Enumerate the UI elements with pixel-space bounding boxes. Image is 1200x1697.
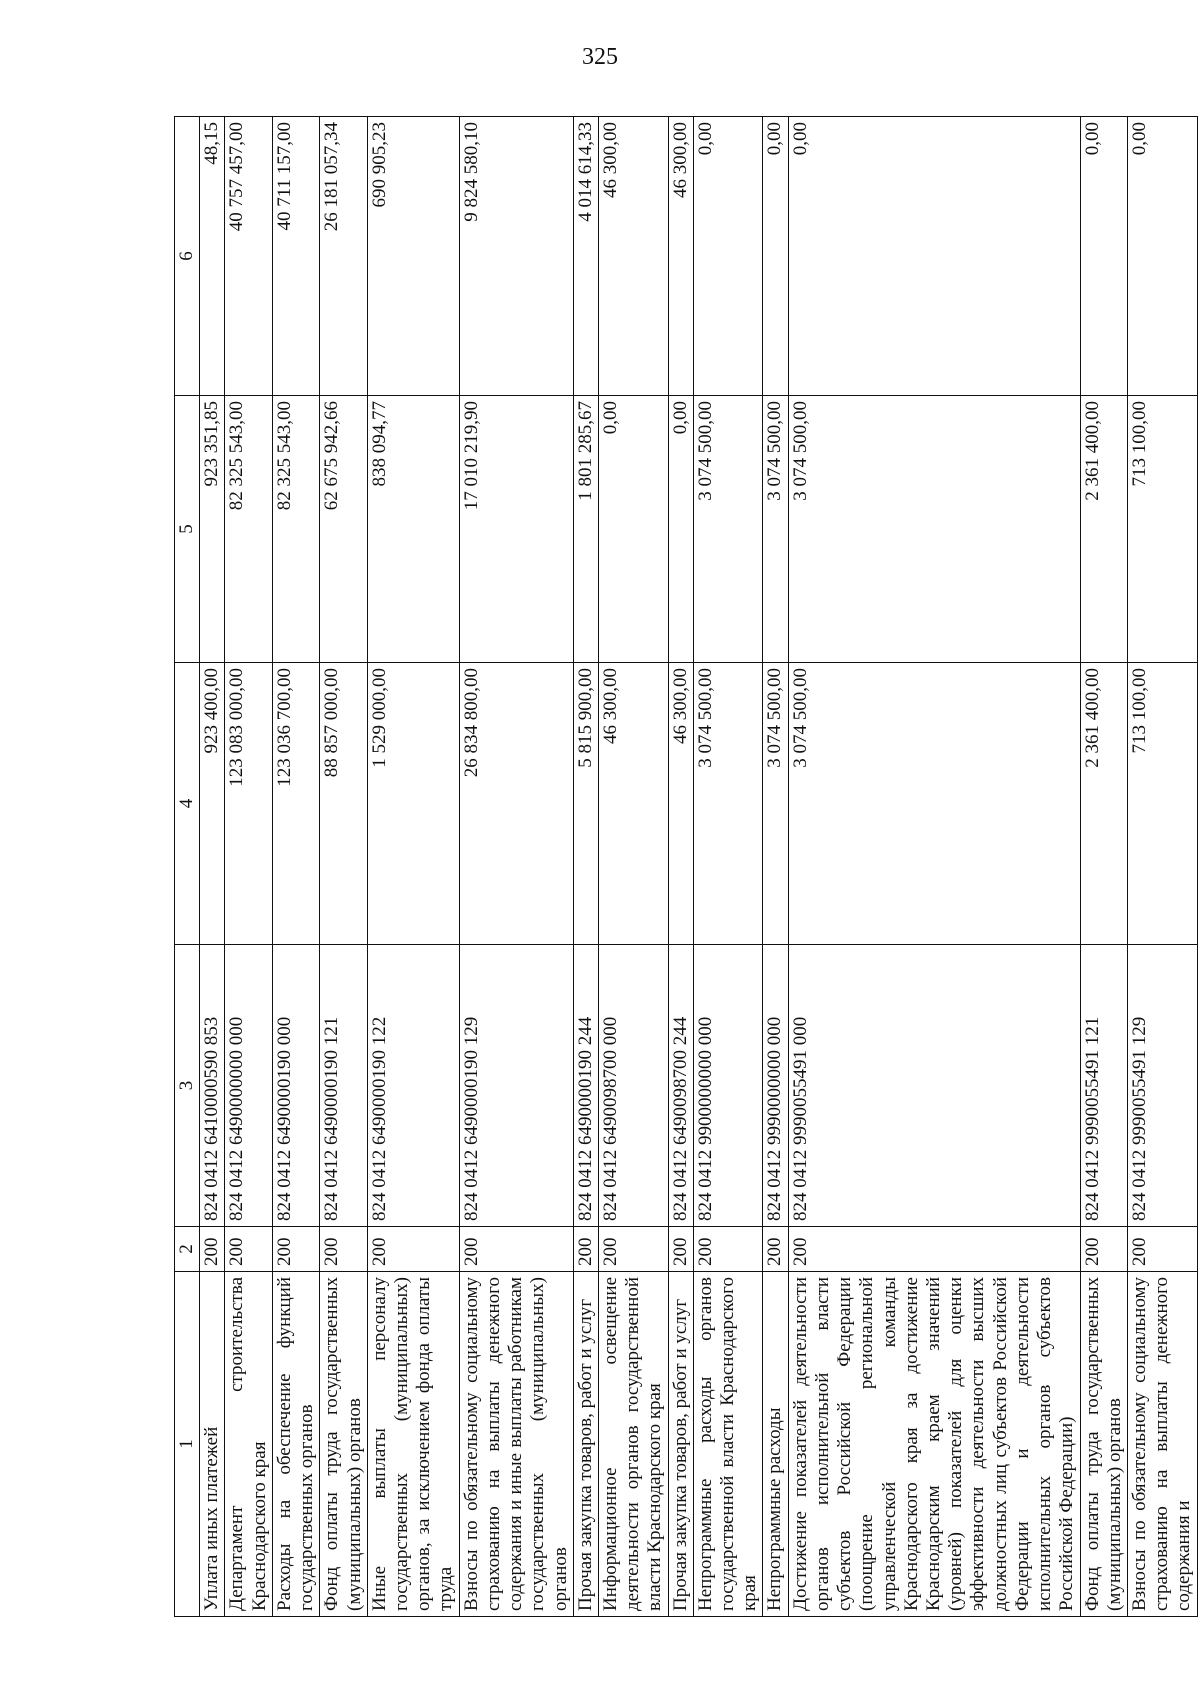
row-plan-cell: 713 100,00 bbox=[1127, 663, 1197, 945]
table-row bbox=[763, 117, 788, 1617]
row-name-cell: Взносы по обязательному социальному страхованию на выплаты денежного содержания и bbox=[1127, 1272, 1197, 1617]
row-remainder-cell: 48,15 bbox=[200, 117, 225, 396]
table-row bbox=[225, 117, 272, 1617]
page-number: 325 bbox=[582, 44, 618, 70]
row-name-cell: Иные выплаты персоналу государственных (муниципальных) органов, за исключением фонда оплаты труда bbox=[367, 1272, 459, 1617]
row-code-cell: 824 0412 6410000590 853 bbox=[200, 945, 225, 1227]
row-plan-cell: 2 361 400,00 bbox=[1080, 663, 1127, 945]
row-code-cell: 824 0412 9900000000 000 bbox=[693, 945, 763, 1227]
row-code-cell: 824 0412 6490098700 000 bbox=[598, 945, 668, 1227]
table-row bbox=[320, 117, 367, 1617]
row-name-cell: Департамент строительства Краснодарского края bbox=[225, 1272, 272, 1617]
row-fact-cell: 82 325 543,00 bbox=[225, 396, 272, 663]
row-group-cell: 200 bbox=[668, 1227, 693, 1272]
row-name-cell: Прочая закупка товаров, работ и услуг bbox=[573, 1272, 598, 1617]
table-row bbox=[459, 117, 573, 1617]
table-body bbox=[200, 117, 1197, 1617]
row-code-cell: 824 0412 6490000190 244 bbox=[573, 945, 598, 1227]
budget-table bbox=[174, 116, 1198, 1617]
header-row bbox=[175, 117, 200, 1617]
table-row bbox=[598, 117, 668, 1617]
row-remainder-cell: 0,00 bbox=[763, 117, 788, 396]
table-row bbox=[1127, 117, 1197, 1617]
row-remainder-cell: 690 905,23 bbox=[367, 117, 459, 396]
row-name-cell: Фонд оплаты труда государственных (муниципальных) органов bbox=[320, 1272, 367, 1617]
table-row bbox=[367, 117, 459, 1617]
header-col-4: 4 bbox=[175, 663, 200, 945]
row-fact-cell: 923 351,85 bbox=[200, 396, 225, 663]
row-remainder-cell: 40 711 157,00 bbox=[272, 117, 319, 396]
row-group-cell: 200 bbox=[693, 1227, 763, 1272]
row-fact-cell: 713 100,00 bbox=[1127, 396, 1197, 663]
row-fact-cell: 2 361 400,00 bbox=[1080, 396, 1127, 663]
row-group-cell: 200 bbox=[320, 1227, 367, 1272]
table-row bbox=[668, 117, 693, 1617]
table-row bbox=[573, 117, 598, 1617]
row-plan-cell: 123 036 700,00 bbox=[272, 663, 319, 945]
row-fact-cell: 3 074 500,00 bbox=[788, 396, 1080, 663]
table-row bbox=[788, 117, 1080, 1617]
row-fact-cell: 0,00 bbox=[598, 396, 668, 663]
row-name-cell: Взносы по обязательному социальному страхованию на выплаты денежного содержания и иные выплаты работникам государственных (муниципальных) органов bbox=[459, 1272, 573, 1617]
row-plan-cell: 1 529 000,00 bbox=[367, 663, 459, 945]
row-group-cell: 200 bbox=[1127, 1227, 1197, 1272]
header-col-1: 1 bbox=[175, 1272, 200, 1617]
row-name-cell: Расходы на обеспечение функций государственных органов bbox=[272, 1272, 319, 1617]
row-plan-cell: 5 815 900,00 bbox=[573, 663, 598, 945]
row-remainder-cell: 0,00 bbox=[693, 117, 763, 396]
row-code-cell: 824 0412 9990000000 000 bbox=[763, 945, 788, 1227]
row-fact-cell: 62 675 942,66 bbox=[320, 396, 367, 663]
row-remainder-cell: 46 300,00 bbox=[598, 117, 668, 396]
table-row bbox=[272, 117, 319, 1617]
row-name-cell: Достижение показателей деятельности органов исполнительной власти субъектов Российской Федерации (поощрение региональной управленческой команды Краснодарского края за достижение Краснодарским краем значений (уровней) показателей для оценки эффективности деятельности высших должностных лиц субъектов Российской Федерации и деятельности исполнительных органов субъектов Российской Федерации) bbox=[788, 1272, 1080, 1617]
row-remainder-cell: 40 757 457,00 bbox=[225, 117, 272, 396]
table-row bbox=[200, 117, 225, 1617]
row-group-cell: 200 bbox=[573, 1227, 598, 1272]
row-remainder-cell: 26 181 057,34 bbox=[320, 117, 367, 396]
row-code-cell: 824 0412 6490098700 244 bbox=[668, 945, 693, 1227]
row-group-cell: 200 bbox=[200, 1227, 225, 1272]
row-name-cell: Прочая закупка товаров, работ и услуг bbox=[668, 1272, 693, 1617]
header-col-5: 5 bbox=[175, 396, 200, 663]
header-col-2: 2 bbox=[175, 1227, 200, 1272]
row-group-cell: 200 bbox=[788, 1227, 1080, 1272]
row-fact-cell: 3 074 500,00 bbox=[693, 396, 763, 663]
row-code-cell: 824 0412 6490000190 121 bbox=[320, 945, 367, 1227]
row-group-cell: 200 bbox=[598, 1227, 668, 1272]
row-remainder-cell: 0,00 bbox=[1080, 117, 1127, 396]
row-name-cell: Информационное освещение деятельности органов государственной власти Краснодарского края bbox=[598, 1272, 668, 1617]
row-plan-cell: 923 400,00 bbox=[200, 663, 225, 945]
header-col-3: 3 bbox=[175, 945, 200, 1227]
row-name-cell: Уплата иных платежей bbox=[200, 1272, 225, 1617]
row-group-cell: 200 bbox=[272, 1227, 319, 1272]
row-plan-cell: 88 857 000,00 bbox=[320, 663, 367, 945]
row-plan-cell: 3 074 500,00 bbox=[763, 663, 788, 945]
row-fact-cell: 838 094,77 bbox=[367, 396, 459, 663]
row-group-cell: 200 bbox=[459, 1227, 573, 1272]
row-code-cell: 824 0412 9990055491 121 bbox=[1080, 945, 1127, 1227]
row-fact-cell: 0,00 bbox=[668, 396, 693, 663]
row-code-cell: 824 0412 6490000190 129 bbox=[459, 945, 573, 1227]
row-plan-cell: 3 074 500,00 bbox=[693, 663, 763, 945]
row-fact-cell: 17 010 219,90 bbox=[459, 396, 573, 663]
row-plan-cell: 26 834 800,00 bbox=[459, 663, 573, 945]
row-name-cell: Фонд оплаты труда государственных (муниципальных) органов bbox=[1080, 1272, 1127, 1617]
row-group-cell: 200 bbox=[763, 1227, 788, 1272]
row-code-cell: 824 0412 6490000190 000 bbox=[272, 945, 319, 1227]
rotated-table-container bbox=[174, 117, 1195, 1617]
row-plan-cell: 123 083 000,00 bbox=[225, 663, 272, 945]
row-remainder-cell: 9 824 580,10 bbox=[459, 117, 573, 396]
row-group-cell: 200 bbox=[1080, 1227, 1127, 1272]
row-plan-cell: 46 300,00 bbox=[668, 663, 693, 945]
row-code-cell: 824 0412 9990055491 000 bbox=[788, 945, 1080, 1227]
row-remainder-cell: 46 300,00 bbox=[668, 117, 693, 396]
row-fact-cell: 3 074 500,00 bbox=[763, 396, 788, 663]
header-col-6: 6 bbox=[175, 117, 200, 396]
row-group-cell: 200 bbox=[225, 1227, 272, 1272]
row-name-cell: Непрограммные расходы органов государственной власти Краснодарского края bbox=[693, 1272, 763, 1617]
row-remainder-cell: 0,00 bbox=[788, 117, 1080, 396]
row-plan-cell: 3 074 500,00 bbox=[788, 663, 1080, 945]
row-plan-cell: 46 300,00 bbox=[598, 663, 668, 945]
row-group-cell: 200 bbox=[367, 1227, 459, 1272]
row-code-cell: 824 0412 9990055491 129 bbox=[1127, 945, 1197, 1227]
row-code-cell: 824 0412 6490000000 000 bbox=[225, 945, 272, 1227]
row-remainder-cell: 4 014 614,33 bbox=[573, 117, 598, 396]
row-remainder-cell: 0,00 bbox=[1127, 117, 1197, 396]
row-name-cell: Непрограммные расходы bbox=[763, 1272, 788, 1617]
row-fact-cell: 82 325 543,00 bbox=[272, 396, 319, 663]
row-fact-cell: 1 801 285,67 bbox=[573, 396, 598, 663]
row-code-cell: 824 0412 6490000190 122 bbox=[367, 945, 459, 1227]
table-row bbox=[1080, 117, 1127, 1617]
table-row bbox=[693, 117, 763, 1617]
